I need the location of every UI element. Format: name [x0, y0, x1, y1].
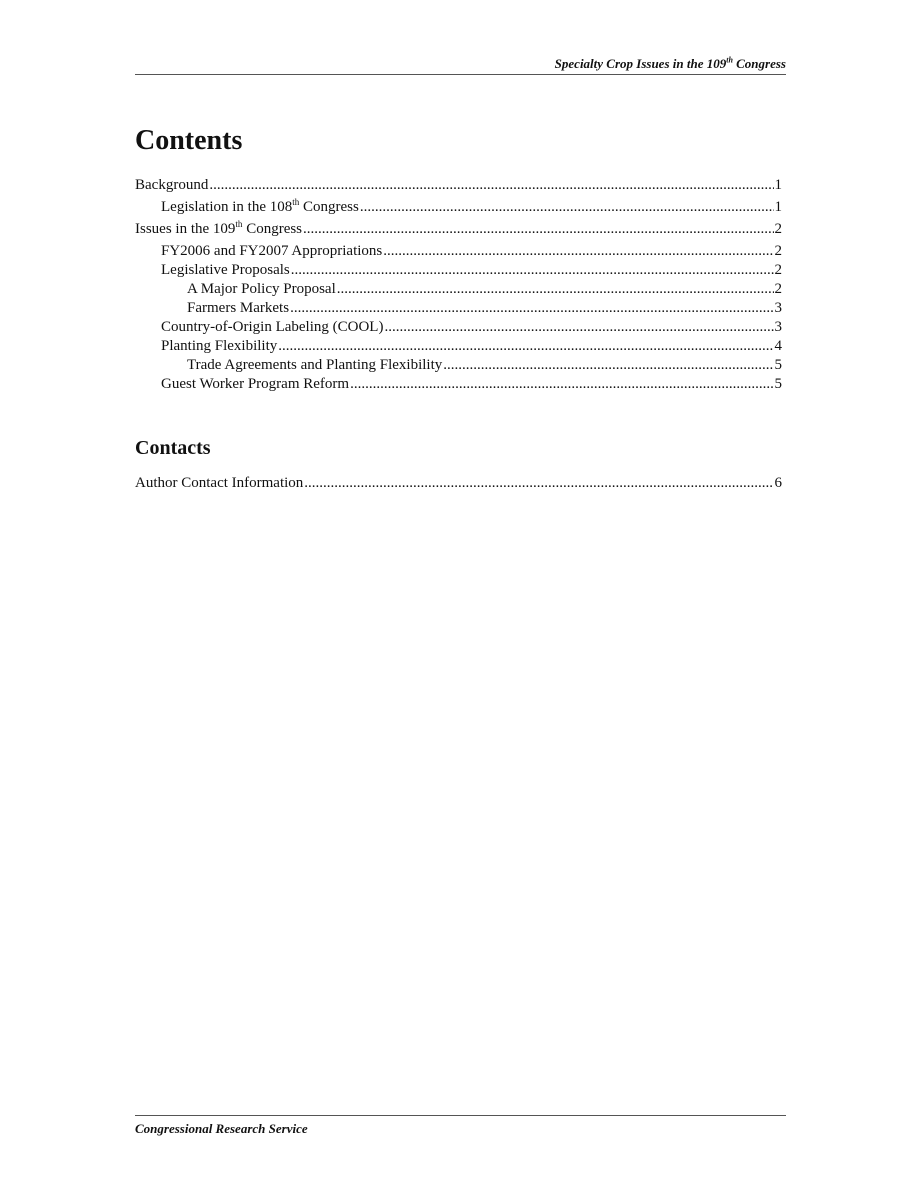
dot-leader: [290, 299, 773, 318]
toc-entry-label: FY2006 and FY2007 Appropriations: [161, 243, 383, 259]
header-title-sup: th: [726, 55, 733, 65]
running-footer: Congressional Research Service: [135, 1115, 786, 1137]
toc-entry-label: Trade Agreements and Planting Flexibility: [187, 357, 443, 373]
toc-entry-cool[interactable]: [135, 318, 782, 337]
toc-entry-page: 2: [774, 281, 782, 297]
toc-entry-label: Guest Worker Program Reform: [161, 376, 350, 392]
toc-entry-issues-109th[interactable]: [135, 220, 782, 239]
toc-entry-page: 2: [774, 221, 782, 237]
dot-leader: [384, 318, 773, 337]
dot-leader: [383, 242, 773, 261]
toc-entry-background[interactable]: [135, 176, 782, 195]
dot-leader: [443, 356, 773, 375]
toc-entry-page: 5: [774, 357, 782, 373]
toc-entry-label: Farmers Markets: [187, 300, 290, 316]
toc-entry-page: 2: [774, 243, 782, 259]
toc-entry-planting-flexibility[interactable]: [135, 337, 782, 356]
toc-entry-page: 5: [774, 376, 782, 392]
dot-leader: [304, 474, 773, 493]
dot-leader: [337, 280, 774, 299]
contacts-heading: Contacts: [135, 437, 211, 459]
toc-entry-guest-worker[interactable]: [135, 375, 782, 394]
dot-leader: [291, 261, 774, 280]
toc-entry-legislation-108th[interactable]: [135, 198, 782, 217]
header-title-suffix: Congress: [732, 56, 786, 71]
toc-entry-major-policy-proposal[interactable]: [135, 280, 782, 299]
dot-leader: [209, 176, 773, 195]
toc-entry-page: 6: [774, 475, 782, 491]
contents-heading: Contents: [135, 125, 243, 156]
toc-entry-label: Legislation in the 108th Congress: [161, 197, 359, 215]
toc-entry-page: 2: [774, 262, 782, 278]
table-of-contents: [135, 176, 782, 394]
toc-entry-legislative-proposals[interactable]: [135, 261, 782, 280]
toc-entry-label: Issues in the 109th Congress: [135, 219, 303, 237]
toc-entry-page: 1: [774, 199, 782, 215]
toc-entry-page: 1: [774, 177, 782, 193]
toc-entry-appropriations[interactable]: [135, 242, 782, 261]
toc-entry-label: Planting Flexibility: [161, 338, 278, 354]
contacts-list: [135, 474, 782, 493]
toc-entry-label: Legislative Proposals: [161, 262, 290, 278]
dot-leader: [350, 375, 773, 394]
toc-entry-label: Author Contact Information: [135, 475, 304, 491]
toc-entry-page: 4: [774, 338, 782, 354]
toc-entry-page: 3: [774, 319, 782, 335]
toc-entry-author-contact[interactable]: [135, 474, 782, 493]
toc-entry-farmers-markets[interactable]: [135, 299, 782, 318]
dot-leader: [360, 198, 774, 217]
dot-leader: [278, 337, 773, 356]
running-header: [135, 56, 786, 75]
toc-entry-label: Background: [135, 177, 209, 193]
toc-entry-label: Country-of-Origin Labeling (COOL): [161, 319, 384, 335]
toc-entry-trade-agreements[interactable]: [135, 356, 782, 375]
toc-entry-label: A Major Policy Proposal: [187, 281, 336, 297]
dot-leader: [303, 220, 773, 239]
header-title-prefix: Specialty Crop Issues in the 109: [554, 56, 727, 71]
toc-entry-page: 3: [774, 300, 782, 316]
